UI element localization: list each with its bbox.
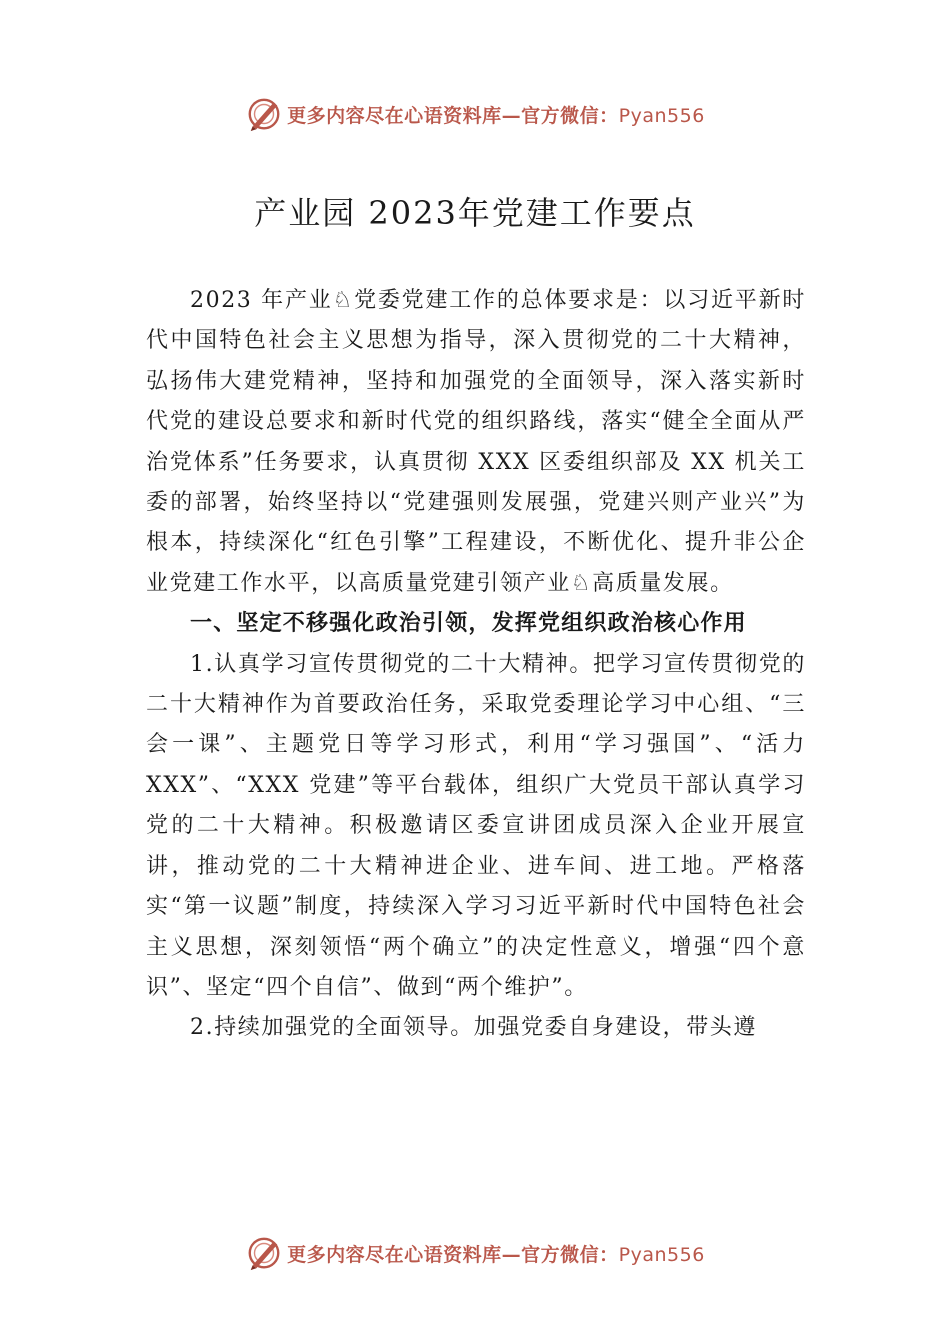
banner-text — [287, 101, 705, 128]
footer-watermark-banner — [0, 1231, 950, 1275]
wechat-id: Pyan556 — [618, 104, 705, 127]
item-paragraph-2: 2.持续加强党的全面领导。加强党委自身建设，带头遵 — [190, 1015, 757, 1041]
pen-logo-icon — [245, 95, 283, 133]
intro-paragraph: 2023 年产业♘党委党建工作的总体要求是：以习近平新时代中国特色社会主义思想为指导，深入贯彻党的二十大精神，弘扬伟大建党精神，坚持和加强党的全面领导，深入落实新时代党的建设总要求和新时代党的组织路线，落实“健全全面从严治党体系”任务要求，认真贯彻 XXX 区委组织部及 XX 机关工委的部署，始终坚持以“党建强则发展强，党建兴则产业兴”为根本，持续深化“红色引擎”工程建设，不断优化、提升非公企业党建工作水平，以高质量党建引领产业♘高质量发展。 — [146, 288, 806, 596]
wechat-id: Pyan556 — [618, 1243, 705, 1266]
banner-label: 更多内容尽在心语资料库—官方微信： — [287, 104, 619, 127]
pen-logo-icon — [245, 1234, 283, 1272]
banner-text — [287, 1240, 705, 1267]
document-title: 产业园 2023年党建工作要点 — [254, 194, 696, 232]
section-heading: 一、坚定不移强化政治引领，发挥党组织政治核心作用 — [190, 611, 747, 637]
banner-label: 更多内容尽在心语资料库—官方微信： — [287, 1243, 619, 1266]
item-paragraph-1: 1.认真学习宣传贯彻党的二十大精神。把学习宣传贯彻党的二十大精神作为首要政治任务，采取党委理论学习中心组、“三会一课”、主题党日等学习形式，利用“学习强国”、“活力 XXX”、“XXX 党建”等平台载体，组织广大党员干部认真学习党的二十大精神。积极邀请区委宣讲团成员深入企业开展宣讲，推动党的二十大精神进企业、进车间、进工地。严格落实“第一议题”制度，持续深入学习习近平新时代中国特色社会主义思想，深刻领悟“两个确立”的决定性意义，增强“四个意识”、坚定“四个自信”、做到“两个维护”。 — [146, 651, 806, 1000]
header-watermark-banner — [0, 92, 950, 136]
document-body — [146, 281, 806, 1049]
